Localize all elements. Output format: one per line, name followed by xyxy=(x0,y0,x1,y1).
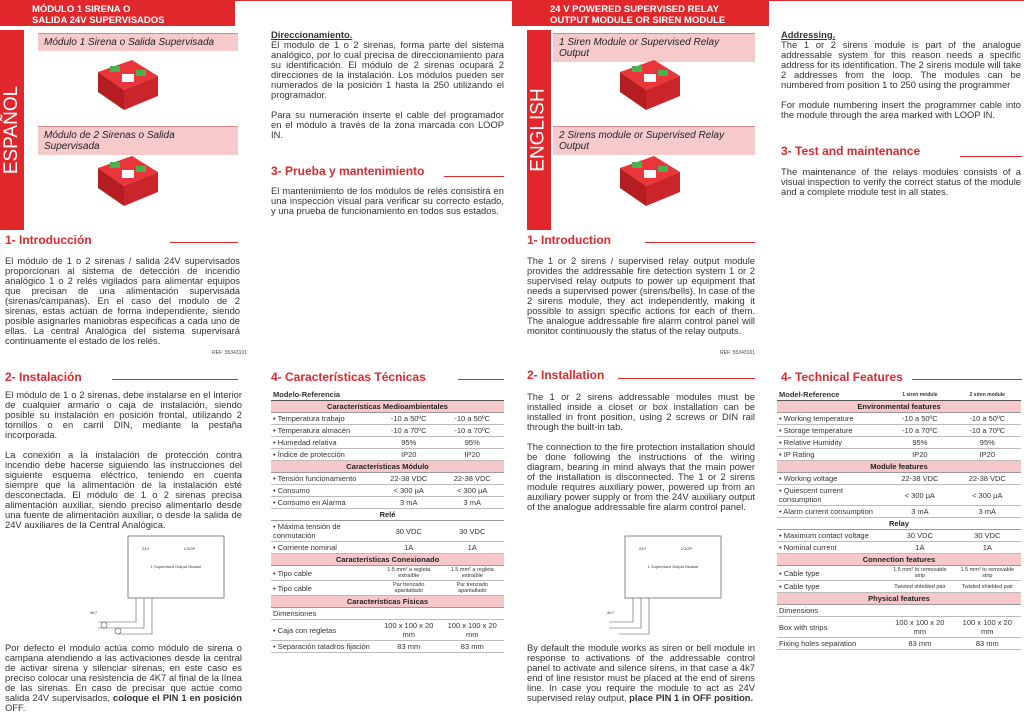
es-spec-row xyxy=(271,566,504,581)
es-spec-label: • Máxima tensión de conmutación xyxy=(271,521,377,542)
en-spec-value: IP20 xyxy=(954,449,1021,461)
es-spec-value xyxy=(377,608,440,620)
es-spec-value: 1.5 mm² a regleta extraíble xyxy=(440,566,504,581)
es-spec-value: 1A xyxy=(440,542,504,554)
es-spec-value: 22-38 VDC xyxy=(440,473,504,485)
en-spec-value: 22-38 VDC xyxy=(954,473,1021,485)
es-section-3-title: 3- Prueba y mantenimiento xyxy=(271,164,425,178)
en-s2-rule xyxy=(618,378,755,379)
en-spec-value: < 300 µA xyxy=(954,485,1021,506)
es-spec-row xyxy=(271,485,504,497)
en-model-label: Model-Reference xyxy=(777,389,886,401)
en-spec-label: • Quiescent current consumption xyxy=(777,485,886,506)
es-spec-value: 3 mA xyxy=(377,497,440,509)
es-spec-value xyxy=(440,608,504,620)
es-spec-row xyxy=(271,413,504,425)
es-spec-label: • Caja con regletas xyxy=(271,620,377,641)
es-spec-row xyxy=(271,497,504,509)
en-spec-value: 1A xyxy=(886,542,953,554)
es-header: MÓDULO 1 SIRENA O SALIDA 24V SUPERVISADOS xyxy=(0,0,235,26)
en-spec-value: 100 x 100 x 20 mm xyxy=(954,617,1021,638)
en-col-b: 2 siren module xyxy=(954,389,1021,401)
es-s1-rule xyxy=(170,242,238,243)
en-spec-value: 30 VDC xyxy=(954,530,1021,542)
es-spec-label: Dimensiones xyxy=(271,608,377,620)
es-spec-section: Características Medioambientales xyxy=(271,401,504,413)
en-spec-value: 83 mm xyxy=(954,638,1021,650)
en-spec-row xyxy=(777,617,1021,638)
en-spec-row xyxy=(777,506,1021,518)
es-section-1-title: 1- Introducción xyxy=(5,233,92,247)
en-spec-row xyxy=(777,518,1021,530)
es-spec-row xyxy=(271,473,504,485)
en-diagram-term-24v: 24V xyxy=(639,546,647,551)
es-spec-value: -10 a 50ºC xyxy=(440,413,504,425)
es-s3-rule xyxy=(444,176,504,177)
en-spec-value: -10 a 70ºC xyxy=(886,425,953,437)
es-diagram-term-loop: LOOP xyxy=(184,546,196,551)
es-s2-rule xyxy=(112,379,238,380)
es-spec-value: 1.5 mm² a regleta extraíble xyxy=(377,566,440,581)
en-spec-label: • Relative Humidity xyxy=(777,437,886,449)
en-spec-row xyxy=(777,593,1021,605)
en-spec-label: • Cable type xyxy=(777,581,886,593)
en-spec-row xyxy=(777,581,1021,593)
en-ref: REF: 55343101 xyxy=(720,350,756,356)
es-spec-value: IP20 xyxy=(440,449,504,461)
es-caption-1: Módulo 1 Sirena o Salida Supervisada xyxy=(38,33,238,51)
module-1-siren-image xyxy=(92,52,162,114)
en-spec-value: IP20 xyxy=(886,449,953,461)
en-section-2-text: The 1 or 2 sirens addressable modules must be installed inside a closet or box installation can be installed in front position, using 2 screws or DIN rail through the built-in tab. The connection to the fire protection installation should be done following the instructions of the wiring diagram, bearing in mind always that the main power of the installation is disconnected. The 1 or 2 sirens module requires auxiliary power, powered up from an auxiliary power supply or from the 24V auxiliary output of the analogue addressable fire alarm control panel. xyxy=(527,391,755,512)
en-spec-label: • Maximum contact voltage xyxy=(777,530,886,542)
en-s3-rule xyxy=(960,156,1022,157)
es-header-rule xyxy=(235,0,512,1)
en-header: 24 V POWERED SUPERVISED RELAY OUTPUT MODULE OR SIREN MODULE xyxy=(512,0,769,26)
en-diagram-term-loop: LOOP xyxy=(681,546,693,551)
en-spec-value: 100 x 100 x 20 mm xyxy=(886,617,953,638)
en-spec-value: 30 VDC xyxy=(886,530,953,542)
en-spec-row xyxy=(777,461,1021,473)
en-spec-label: Dimensions xyxy=(777,605,886,617)
es-wiring-diagram xyxy=(88,530,268,645)
es-spec-section: Relé xyxy=(271,509,504,521)
es-spec-value: 100 x 100 x 20 mm xyxy=(377,620,440,641)
en-spec-row xyxy=(777,605,1021,617)
en-spec-value: 1A xyxy=(954,542,1021,554)
en-spec-label: • Storage temperature xyxy=(777,425,886,437)
en-spec-row xyxy=(777,401,1021,413)
en-spec-value: Twisted shielded pair xyxy=(886,581,953,593)
es-spec-value: < 300 µA xyxy=(377,485,440,497)
es-spec-label: • Índice de protección xyxy=(271,449,377,461)
es-spec-value: -10 a 70ºC xyxy=(377,425,440,437)
es-spec-row xyxy=(271,596,504,608)
en-spec-label: Fixing holes separation xyxy=(777,638,886,650)
en-spec-section: Relay xyxy=(777,518,1021,530)
en-spec-row xyxy=(777,638,1021,650)
es-section-2-text: El módulo de 1 o 2 sirenas, debe instalarse en el interior de cualquier armario o caja de instalación, siendo posible su instalación en posición frontal, utilizando 2 tornillos o en carril DIN, mediante la pestaña incorporada. La conexión a la instalación de protección contra incendio debe hacerse siguiendo las instrucciones del siguiente esquema eléctrico, teniendo en cuenta siempre que la alimentación de la instalación esté desconectada. El módulo de 1 o 2 sirenas precisa alimentación auxiliar, siendo preciso alimentarlo desde una fuente de alimentación auxiliar, o desde la salida de 24V auxiliares de la Central Analógica. xyxy=(5,389,242,530)
es-spec-value: IP20 xyxy=(377,449,440,461)
es-specs-table xyxy=(271,389,504,653)
es-spec-section: Características Físicas xyxy=(271,596,504,608)
es-section-4-title: 4- Características Técnicas xyxy=(271,370,426,384)
es-spec-section: Características Conexionado xyxy=(271,554,504,566)
en-caption-1: 1 Siren Module or Supervised Relay Output xyxy=(553,33,755,62)
es-spec-row xyxy=(271,401,504,413)
es-spec-value: 1A xyxy=(377,542,440,554)
en-spec-label: • Cable type xyxy=(777,566,886,581)
en-spec-value: 22-38 VDC xyxy=(886,473,953,485)
es-spec-label: • Consumo xyxy=(271,485,377,497)
en-spec-value xyxy=(954,605,1021,617)
es-spec-row xyxy=(271,461,504,473)
es-spec-value: 30 VDC xyxy=(377,521,440,542)
es-section-2-title: 2- Instalación xyxy=(5,370,82,384)
en-spec-row xyxy=(777,485,1021,506)
es-spec-label: • Tensión funcionamiento xyxy=(271,473,377,485)
en-spec-label: • Alarm current consumption xyxy=(777,506,886,518)
en-spec-value: 1.5 mm² to removable strip xyxy=(954,566,1021,581)
es-spec-value: Par trenzado apantallado xyxy=(440,581,504,596)
module-2-siren-image-en xyxy=(614,148,684,210)
es-spec-value: 3 mA xyxy=(440,497,504,509)
en-section-2-title: 2- Installation xyxy=(527,368,605,382)
es-spec-row xyxy=(271,620,504,641)
module-2-siren-image xyxy=(92,148,162,210)
en-spec-value: < 300 µA xyxy=(886,485,953,506)
en-addressing: Addressing. The 1 or 2 sirens module is part of the analogue addressable system for this reason needs a specific address for its identification. The 2 sirens module will take 2 addresses from the loop. The modules can be numbered from position 1 to 250 using the programmer For module numbering insert the programmer cable into the module through the area marked with LOOP IN. xyxy=(781,29,1021,120)
es-caption-2: Módulo de 2 Sirenas o Salida Supervisada xyxy=(38,126,238,155)
es-spec-label: • Separación taladros fijación xyxy=(271,641,377,653)
es-spec-row xyxy=(271,581,504,596)
es-section-2-default: Por defecto el modulo actúa como módulo de sirena o campana atendiendo a las activaciones desde la central de activar sirena y silenciar sirenas, en este caso es preciso colocar una resistencia de 4K7 al final de la línea de las sirenas. En caso de precisar que actúe como salida 24V supervisados, coloque el PIN 1 en posición OFF. xyxy=(5,642,243,713)
en-diagram-module-label: 1 Supervised Output Module xyxy=(647,564,699,569)
es-spec-value: Par trenzado apantallado xyxy=(377,581,440,596)
en-spec-label: • Working voltage xyxy=(777,473,886,485)
en-spec-value: -10 a 50ºC xyxy=(954,413,1021,425)
es-diagram-resistor: 4K7 xyxy=(90,610,98,615)
en-section-4-title: 4- Technical Features xyxy=(781,370,903,384)
en-spec-value: -10 a 70ºC xyxy=(954,425,1021,437)
es-diagram-module-label: 1 Supervised Output Module xyxy=(150,564,202,569)
en-spec-label: • Nominal current xyxy=(777,542,886,554)
es-spec-value: 83 mm xyxy=(377,641,440,653)
en-col-a: 1 siren module xyxy=(886,389,953,401)
es-spec-row xyxy=(271,449,504,461)
en-spec-row xyxy=(777,530,1021,542)
en-spec-section: Physical features xyxy=(777,593,1021,605)
es-spec-row xyxy=(271,425,504,437)
en-spec-value: 3 mA xyxy=(954,506,1021,518)
en-header-rule xyxy=(769,0,1024,1)
en-section-1-title: 1- Introduction xyxy=(527,233,611,247)
es-spec-row xyxy=(271,554,504,566)
en-spec-label: Box with strips xyxy=(777,617,886,638)
es-spec-row xyxy=(271,437,504,449)
en-spec-row xyxy=(777,449,1021,461)
es-spec-section: Características Módulo xyxy=(271,461,504,473)
es-spec-value: 95% xyxy=(440,437,504,449)
es-spec-value: 22-38 VDC xyxy=(377,473,440,485)
es-spec-value: 30 VDC xyxy=(440,521,504,542)
en-section-3-title: 3- Test and maintenance xyxy=(781,144,921,158)
en-diagram-resistor: 4K7 xyxy=(607,610,615,615)
es-spec-row xyxy=(271,641,504,653)
es-diagram-term-24v: 24V xyxy=(142,546,150,551)
es-spec-value: < 300 µA xyxy=(440,485,504,497)
en-spec-row xyxy=(777,437,1021,449)
en-section-3-text: The maintenance of the relays modules consists of a visual inspection to verify the correct status of the module and a complete module test in all states. xyxy=(781,166,1021,197)
en-spec-value: -10 a 50ºC xyxy=(886,413,953,425)
en-specs-table xyxy=(777,389,1021,650)
en-spec-row xyxy=(777,413,1021,425)
en-spec-value: 1.5 mm² to removable strip xyxy=(886,566,953,581)
es-section-1-text: El módulo de 1 o 2 sirenas / salida 24V supervisados proporcionan al sistema de detección de incendio analógico 1 o 2 relés vigilados para alimentar equipos que precisan de una alimentación supervisada (sirenas/campanas). En el caso del modulo de 2 sirenas, estas actúan de forma independiente, siendo posible asignarles maniobras especificas a cada uno de ellas. La central Analógica del sistema supervisará continuamente el estado de los relés. xyxy=(5,255,240,346)
es-spec-row xyxy=(271,521,504,542)
en-spec-row xyxy=(777,473,1021,485)
en-spec-value: 95% xyxy=(886,437,953,449)
es-side-label: ESPAÑOL xyxy=(0,30,24,230)
es-spec-label: • Tipo cable xyxy=(271,581,377,596)
es-spec-value: 100 x 100 x 20 mm xyxy=(440,620,504,641)
en-s4-rule xyxy=(912,379,1022,380)
en-spec-row xyxy=(777,566,1021,581)
en-spec-row xyxy=(777,554,1021,566)
es-s4-rule xyxy=(458,379,504,380)
es-spec-row xyxy=(271,608,504,620)
es-spec-row xyxy=(271,542,504,554)
es-spec-label: • Temperatura trabajo xyxy=(271,413,377,425)
en-caption-2: 2 Sirens module or Supervised Relay Output xyxy=(553,126,755,155)
es-spec-label: • Consumo en Alarma xyxy=(271,497,377,509)
en-spec-section: Module features xyxy=(777,461,1021,473)
en-spec-value: Twisted shielded pair xyxy=(954,581,1021,593)
en-s1-rule xyxy=(645,242,755,243)
en-side-label: ENGLISH xyxy=(527,30,551,230)
es-spec-value: -10 a 70ºC xyxy=(440,425,504,437)
en-spec-section: Environmental features xyxy=(777,401,1021,413)
es-ref: REF: 55343101 xyxy=(212,350,248,356)
en-spec-label: • IP Rating xyxy=(777,449,886,461)
en-spec-value: 95% xyxy=(954,437,1021,449)
en-wiring-diagram xyxy=(605,530,785,645)
en-spec-section: Connection features xyxy=(777,554,1021,566)
en-section-1-text: The 1 or 2 sirens / supervised relay output module provides the addressable fire detection system 1 or 2 supervised relay outputs to power up equipment that needs a supervised power (sirens/bells). In case of the 2 sirens module, they act independently, making it possible to assign specific actions for each of them. The analogue addressable fire alarm control panel will monitor continuously the status of the relay outputs. xyxy=(527,255,755,336)
module-1-siren-image-en xyxy=(614,52,684,114)
en-spec-value xyxy=(886,605,953,617)
en-section-2-default: By default the module works as siren or bell module in response to activations of the addressable control panel to activate and silence sirens, in that case a 4k7 end of line resistor must be placed at the end of sirens line. In case you require the module to act as 24V supervised relay output, place PIN 1 in OFF position. xyxy=(527,642,755,703)
es-spec-label: • Corriente nominal xyxy=(271,542,377,554)
en-spec-label: • Working temperature xyxy=(777,413,886,425)
es-spec-value: 83 mm xyxy=(440,641,504,653)
es-spec-value: -10 a 50ºC xyxy=(377,413,440,425)
es-spec-row xyxy=(271,509,504,521)
en-spec-row xyxy=(777,425,1021,437)
en-spec-row xyxy=(777,542,1021,554)
es-spec-label: • Humedad relativa xyxy=(271,437,377,449)
es-section-3-text: El mantenimiento de los módulos de relés consistirá en una inspección visual para verificar su correcto estado, y una prueba de funcionamiento en todos sus estados. xyxy=(271,185,504,216)
es-spec-label: • Temperatura almacén xyxy=(271,425,377,437)
en-spec-value: 83 mm xyxy=(886,638,953,650)
es-model-label: Modelo-Referencia xyxy=(271,389,377,401)
es-addressing: Direccionamiento. El modulo de 1 o 2 sirenas, forma parte del sistema analógico, por lo cual precisa de direccionamiento para su identificación. El módulo de 2 sirenas ocupará 2 direcciones de la instalación. Los módulos pueden ser numerados de la posición 1 hasta la 250 utilizando el programador. Para su numeración inserte el cable del programador en el módulo a través de la zona marcada con LOOP IN. xyxy=(271,29,504,140)
en-spec-value: 3 mA xyxy=(886,506,953,518)
es-spec-label: • Tipo cable xyxy=(271,566,377,581)
es-spec-value: 95% xyxy=(377,437,440,449)
